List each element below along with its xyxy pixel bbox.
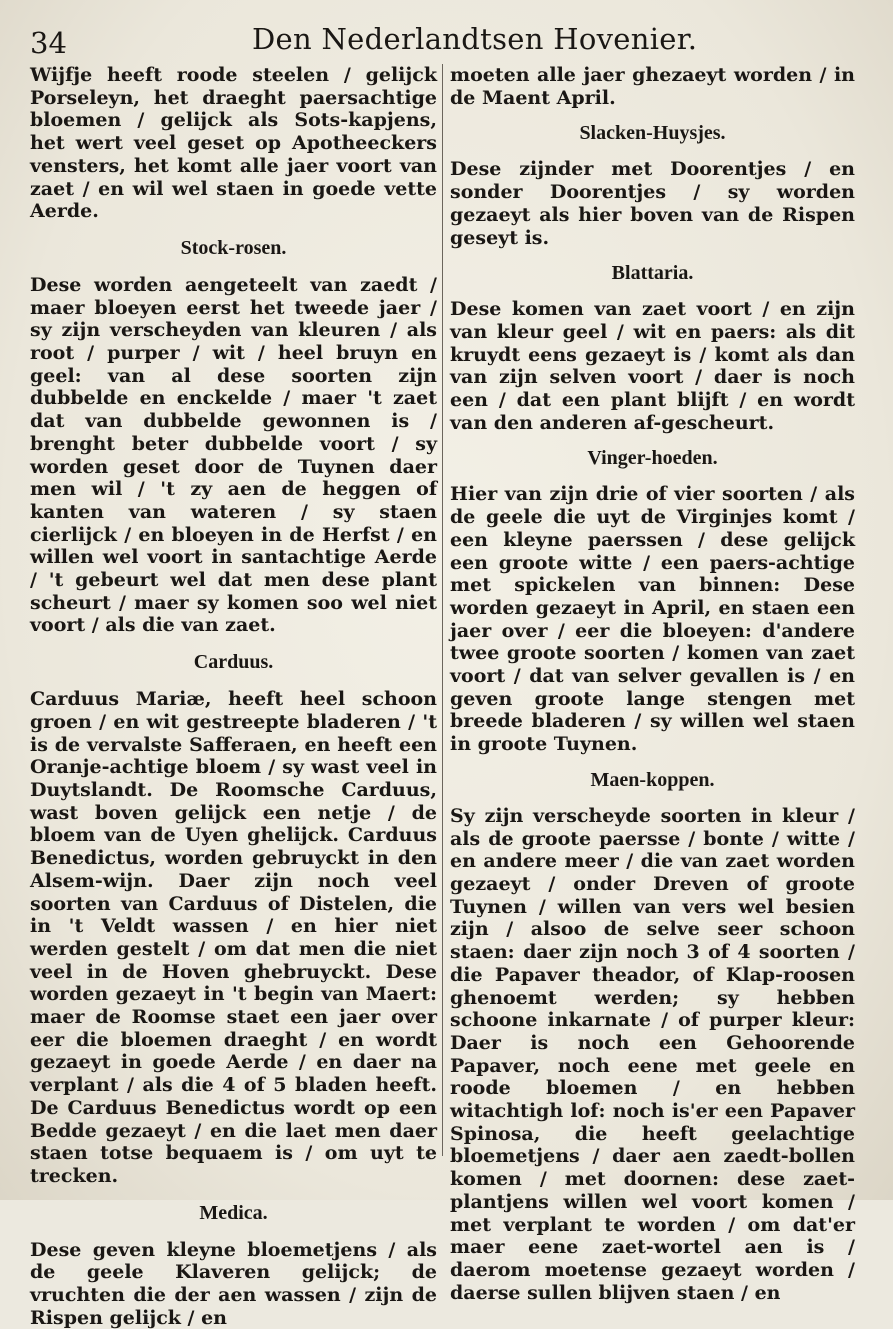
paragraph-blattaria: Dese komen van zaet voort / en zijn van kleur geel / wit en paers: als dit kruydt eens gezaeyt is / komt als dan van zijn selven voort / daer is noch een / dat een plant blijft / en wordt van den anderen af-gescheurt. bbox=[450, 298, 855, 434]
page-number: 34 bbox=[30, 26, 67, 60]
paragraph-continued-right: moeten alle jaer ghezaeyt worden / in de Maent April. bbox=[450, 64, 855, 109]
paragraph-carduus: Carduus Mariæ, heeft heel schoon groen / en wit gestreepte bladeren / 't is de vervalste Safferaen, en heeft een Oranje-achtige bloem / sy wast veel in Duytslandt. De Roomsche Carduus, wast boven gelijck een netje / de bloem van de Uyen ghelijck. Carduus Benedictus, worden gebruyckt in den Alsem-wijn. Daer zijn noch veel soorten van Carduus of Distelen, die in 't Veldt wassen / en hier niet werden gestelt / om dat men die niet veel in de Hoven ghebruyckt. Dese worden gezaeyt in 't begin van Maert: maer de Roomse staet een jaer over eer die bloemen draeght / en wordt gezaeyt in goede Aerde / en daer na verplant / als die 4 of 5 bladen heeft. De Carduus Benedictus wordt op een Bedde gezaeyt / en die laet men daer staen totse bequaem is / om uyt te trecken. bbox=[30, 688, 437, 1187]
left-column bbox=[30, 64, 437, 1329]
heading-blattaria: Blattaria. bbox=[611, 262, 694, 285]
heading-slacken-huysjes: Slacken-Huysjes. bbox=[579, 122, 726, 145]
heading-stock-rosen: Stock-rosen. bbox=[180, 236, 287, 259]
paragraph-vinger-hoeden: Hier van zijn drie of vier soorten / als de geele die uyt de Virginjes komt / een kleyne paerssen / dese gelijck een groote witte / een paers-achtige met spickelen van binnen: Dese worden gezaeyt in April, en staen een jaer over / eer die bloeyen: d'andere twee groote soorten / komen van zaet voort / dat van selver gevallen is / en geven groote lange stengen met breede bladeren / sy willen wel staen in groote Tuynen. bbox=[450, 483, 855, 756]
right-column bbox=[450, 64, 855, 1304]
heading-carduus: Carduus. bbox=[193, 651, 274, 674]
page-header bbox=[0, 18, 893, 62]
paragraph-slacken-huysjes: Dese zijnder met Doorentjes / en sonder Doorentjes / sy worden gezaeyt als hier boven van de Rispen geseyt is. bbox=[450, 158, 855, 249]
running-title: Den Nederlandtsen Hovenier. bbox=[252, 22, 698, 56]
paragraph-stock-rosen: Dese worden aengeteelt van zaedt / maer bloeyen eerst het tweede jaer / sy zijn verscheyden van kleuren / als root / purper / wit / heel bruyn en geel: van al dese soorten zijn dubbelde en enckelde / maer 't zaet dat van dubbelde gewonnen is / brenght beter dubbelde voort / sy worden geset door de Tuynen daer men wil / 't zy aen de heggen of kanten van wateren / sy staen cierlijck / en bloeyen in de Herfst / en willen wel voort in santachtige Aerde / 't gebeurt wel dat men dese plant scheurt / maer sy komen soo wel niet voort / als die van zaet. bbox=[30, 273, 437, 637]
paragraph-continued: Wijfje heeft roode steelen / gelijck Porseleyn, het draeght paersachtige bloemen / gelijck als Sots-kapjens, het wert veel geset op Apotheeckers vensters, het komt alle jaer voort van zaet / en wil wel staen in goede vette Aerde. bbox=[30, 64, 437, 223]
paragraph-medica: Dese geven kleyne bloemetjens / als de geele Klaveren gelijck; de vruchten die der aen wassen / zijn de Rispen gelijck / en bbox=[30, 1238, 437, 1329]
column-divider bbox=[442, 64, 443, 1156]
paragraph-maen-koppen: Sy zijn verscheyde soorten in kleur / als de groote paersse / bonte / witte / en andere meer / die van zaet worden gezaeyt / onder Dreven of groote Tuynen / willen van vers wel besien zijn / alsoo de selve seer schoon staen: daer zijn noch 3 of 4 soorten / die Papaver theador, of Klap-roosen ghenoemt werden; sy hebben schoone inkarnate / of purper kleur: Daer is noch een Gehoorende Papaver, noch eene met geele en roode bloemen / en hebben witachtigh lof: noch is'er een Papaver Spinosa, die heeft geelachtige bloemetjens / daer aen zaedt-bollen komen / met doornen: dese zaet-plantjens willen wel voort komen / met verplant te worden / om dat'er maer eene zaet-wortel aen is / daerom moetense gezaeyt worden / daerse sullen blijven staen / en bbox=[450, 804, 855, 1304]
heading-medica: Medica. bbox=[199, 1201, 268, 1224]
heading-maen-koppen: Maen-koppen. bbox=[590, 768, 715, 791]
heading-vinger-hoeden: Vinger-hoeden. bbox=[587, 447, 718, 470]
